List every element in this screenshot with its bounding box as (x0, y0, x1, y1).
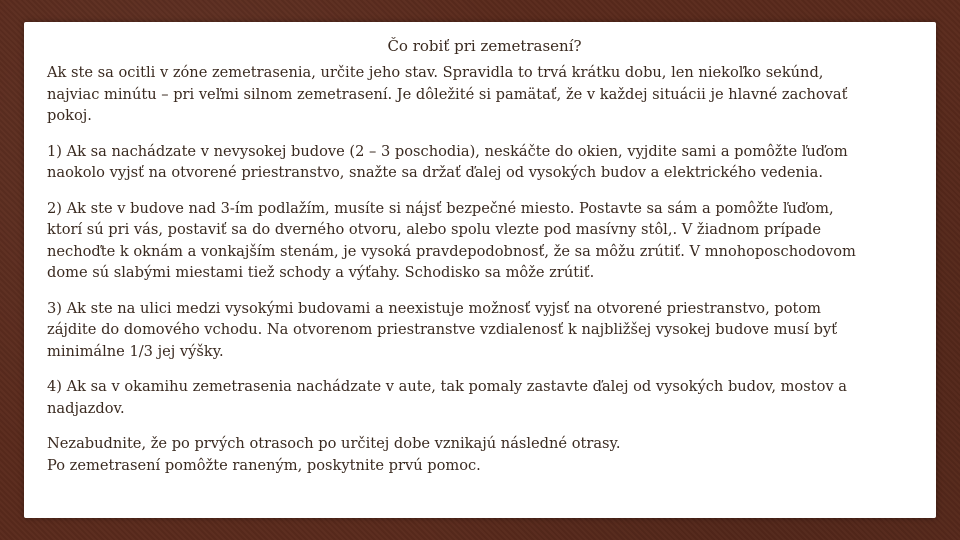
slide-card (24, 22, 936, 518)
text-line: zájdite do domového vchodu. Na otvorenom priestranstve vzdialenosť k najbližšej vysokej budove musí byť (47, 321, 838, 338)
text-line: 1) Ak sa nachádzate v nevysokej budove (2 – 3 poschodia), neskáčte do okien, vyjdite sami a pomôžte ľuďom (47, 142, 848, 160)
point-3-paragraph (47, 298, 912, 363)
intro-paragraph (47, 62, 912, 127)
text-line: 2) Ak ste v budove nad 3-ím podlažím, musíte si nájsť bezpečné miesto. Postavte sa sám a pomôžte ľuďom, (47, 199, 834, 217)
text-line: najviac minútu – pri veľmi silnom zemetrasení. Je dôležité si pamätať, že v každej situácii je hlavné zachovať (47, 85, 848, 103)
text-line: pokoj. (47, 107, 92, 124)
text-line: nadjazdov. (47, 399, 125, 417)
text-line: nechoďte k oknám a vonkajším stenám, je vysoká pravdepodobnosť, že sa môžu zrútiť. V mnohoposchodovom (47, 242, 856, 260)
text-line: 3) Ak ste na ulici medzi vysokými budovami a neexistuje možnosť vyjsť na otvorené priestranstvo, potom (47, 299, 821, 317)
text-line: naokolo vyjsť na otvorené priestranstvo, snažte sa držať ďalej od vysokých budov a elektrického vedenia. (47, 164, 823, 181)
text-line: 4) Ak sa v okamihu zemetrasenia nachádzate v aute, tak pomaly zastavte ďalej od vysokých budov, mostov a (47, 378, 847, 395)
text-line: ktorí sú pri vás, postaviť sa do dverného otvoru, alebo spolu vlezte pod masívny stôl,. V žiadnom prípade (47, 221, 822, 238)
text-line: Po zemetrasení pomôžte raneným, poskytnite prvú pomoc. (47, 456, 481, 474)
point-2-paragraph (47, 198, 912, 284)
point-4-paragraph (47, 376, 912, 419)
closing-paragraph (47, 433, 912, 476)
point-1-paragraph (47, 141, 912, 184)
text-line: dome sú slabými miestami tiež schody a výťahy. Schodisko sa môže zrútiť. (47, 264, 595, 281)
text-line: Nezabudnite, že po prvých otrasoch po určitej dobe vznikajú následné otrasy. (47, 435, 621, 452)
text-line: Ak ste sa ocitli v zóne zemetrasenia, určite jeho stav. Spravidla to trvá krátku dobu, len niekoľko sekúnd, (47, 64, 824, 81)
text-line: minimálne 1/3 jej výšky. (47, 342, 224, 360)
slide-title: Čo robiť pri zemetrasení? (387, 37, 582, 55)
